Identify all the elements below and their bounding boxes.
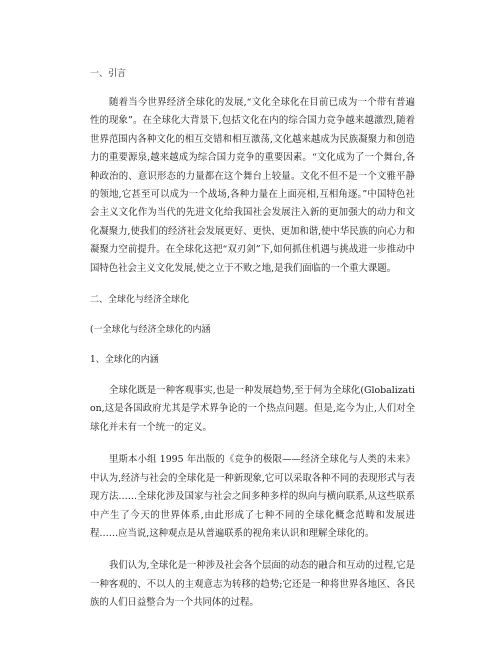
intro-paragraph: 随着当今世界经济全球化的发展,“文化全球化在目前已成为一个带有普遍性的现象”。在全球化大背景下,包括文化在内的综合国力竞争越来越激烈,随着世界范围内各种文化的相互交错和相互激荡,文化越来越成为民族凝聚力和创造力的重要源泉,越来越成为综合国力竞争的重要因素。“文化成为了一个舞台,各种政治的、意识形态的力量都在这个舞台上较量。文化不但不是一个文雅平静的领地,它甚至可以成为一个战场,各种力量在上面亮相,互相角逐。”中国特色社会主义文化作为当代的先进文化给我国社会发展注入新的更加强大的动力和文化凝聚力,使我们的经济社会发展更好、更快、更加和谐,使中华民族的向心力和凝聚力空前提升。在全球化这把“双刃剑”下,如何抓住机遇与挑战进一步推动中国特色社会主义文化发展,使之立于不败之地,是我们面临的一个重大课题。	[90, 97, 415, 274]
intro-heading: 一、引言	[90, 69, 127, 79]
our-view-paragraph: 我们认为,全球化是一种涉及社会各个层面的动态的融合和互动的过程,它是一种客观的、不以人的主观意志为转移的趋势;它还是一种将世界各地区、各民族的人们日益整合为一个共同体的过程。	[90, 560, 415, 609]
section2-heading: 二、全球化与经济全球化	[90, 295, 190, 306]
globalization-paragraph: 全球化既是一种客观事实,也是一种发展趋势,至于何为全球化(Globalization,这是各国政府尤其是学术界争论的一个热点问题。但是,迄今为止,人们对全球化并未有一个统一的定义。	[90, 385, 415, 433]
point1-heading: 1、全球化的内涵	[90, 355, 159, 366]
subsection-heading: (一全球化与经济全球化的内涵	[90, 325, 211, 336]
lisbon-group-paragraph: 里斯本小组 1995 年出版的《竞争的极限——经济全球化与人类的未来》中认为,经济与社会的全球化是一种新现象,它可以采取各种不同的表现形式与表现方法……全球化涉及国家与社会之间多种多样的纵向与横向联系,从这些联系中产生了今天的世界体系,由此形成了七种不同的全球化概念范畴和发展进程……应当说,这种观点是从普遍联系的视角来认识和理解全球化的。	[90, 454, 415, 539]
